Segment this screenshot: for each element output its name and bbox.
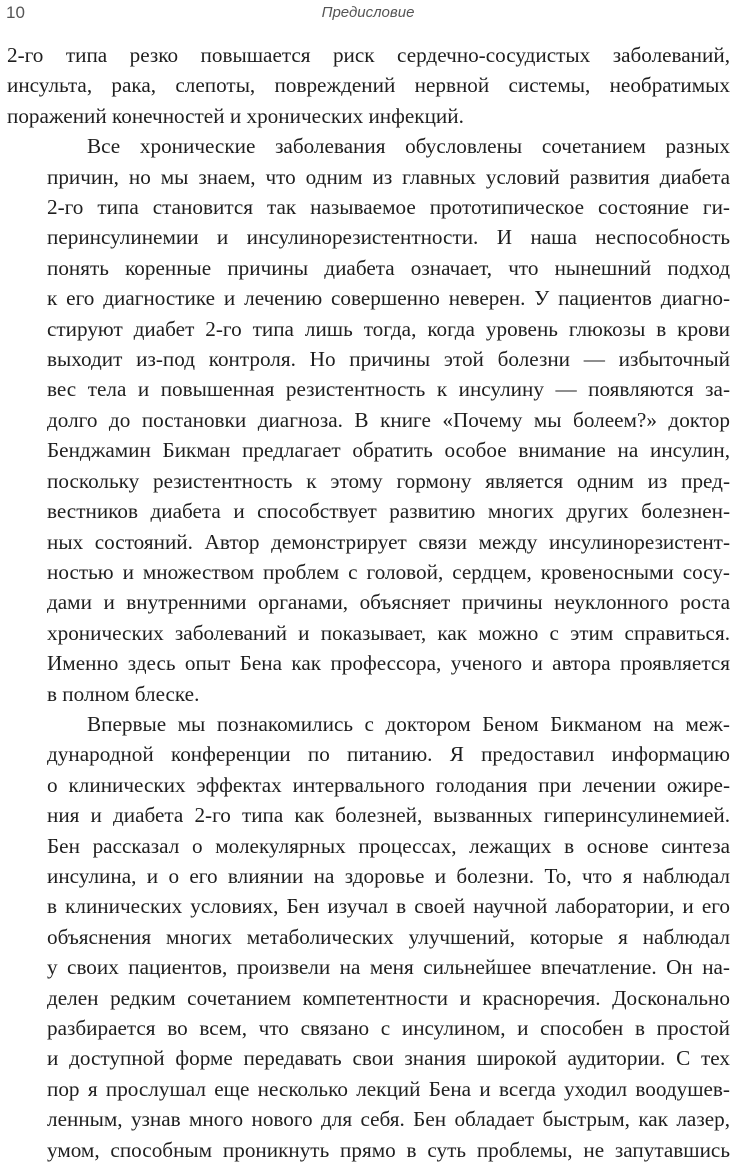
text-line: и доступной форме передавать свои знания широкой аудитории. С тех bbox=[47, 1046, 730, 1071]
text-line: выходит из-под контроля. Но причины этой болезни — избыточный bbox=[47, 347, 730, 372]
page-number: 10 bbox=[6, 3, 25, 22]
paragraph bbox=[7, 131, 730, 709]
text-line: вестников диабета и способствует развитию многих других болезнен- bbox=[47, 499, 730, 524]
text-line: поскольку резистентность к этому гормону является одним из пред- bbox=[47, 468, 730, 493]
text-line: Бенджамин Бикман предлагает обратить особое внимание на инсулин, bbox=[47, 438, 730, 463]
text-line: поражений конечностей и хронических инфекций. bbox=[7, 103, 464, 128]
section-title: Предисловие bbox=[321, 4, 415, 21]
text-line: хронических заболеваний и показывает, как можно с этим справиться. bbox=[47, 620, 730, 645]
text-line: инсулина, и о его влиянии на здоровье и болезни. То, что я наблюдал bbox=[47, 863, 730, 888]
text-line: ния и диабета 2-го типа как болезней, вызванных гиперинсулинемией. bbox=[47, 803, 730, 828]
text-line: 2-го типа резко повышается риск сердечно-сосудистых заболеваний, bbox=[7, 43, 730, 67]
text-line: дами и внутренними органами, объясняет причины неуклонного роста bbox=[47, 590, 730, 615]
text-line: объяснения многих метаболических улучшений, которые я наблюдал bbox=[47, 924, 730, 949]
text-line: дународной конференции по питанию. Я предоставил информацию bbox=[47, 742, 730, 767]
text-line: пор я прослушал еще несколько лекций Бена и всегда уходил воодушев- bbox=[47, 1076, 730, 1101]
body-text bbox=[7, 40, 730, 1165]
text-line: 2-го типа становится так называемое прототипическое состояние ги- bbox=[47, 195, 730, 220]
text-line: Впервые мы познакомились с доктором Беном Бикманом на меж- bbox=[87, 711, 730, 736]
text-line: стируют диабет 2-го типа лишь тогда, когда уровень глюкозы в крови bbox=[47, 316, 730, 341]
text-line: вес тела и повышенная резистентность к инсулину — появляются за- bbox=[47, 377, 730, 402]
text-line: понять коренные причины диабета означает, что нынешний подход bbox=[47, 255, 730, 280]
text-line: перинсулинемии и инсулинорезистентности. И наша неспособность bbox=[47, 225, 730, 250]
text-line: к его диагностике и лечению совершенно неверен. У пациентов диагно- bbox=[47, 286, 730, 311]
running-header bbox=[0, 2, 736, 24]
text-line: причин, но мы знаем, что одним из главных условий развития диабета bbox=[47, 164, 730, 189]
text-line: инсульта, рака, слепоты, повреждений нервной системы, необратимых bbox=[7, 73, 730, 98]
text-line: Именно здесь опыт Бена как профессора, ученого и автора проявляется bbox=[47, 651, 730, 676]
text-line: у своих пациентов, произвели на меня сильнейшее впечатление. Он на- bbox=[47, 955, 730, 980]
text-line: в полном блеске. bbox=[47, 681, 200, 706]
text-line: ностью и множеством проблем с головой, сердцем, кровеносными сосу- bbox=[47, 559, 730, 584]
text-line: о клинических эффектах интервального голодания при лечении ожире- bbox=[47, 772, 730, 797]
text-line: в клинических условиях, Бен изучал в своей научной лаборатории, и его bbox=[47, 894, 730, 919]
text-line: Все хронические заболевания обусловлены сочетанием разных bbox=[87, 134, 730, 159]
paragraph bbox=[7, 709, 730, 1165]
text-line: долго до постановки диагноза. В книге «Почему мы болеем?» доктор bbox=[47, 407, 730, 432]
paragraph bbox=[7, 40, 730, 131]
text-line: ных состояний. Автор демонстрирует связи между инсулинорезистент- bbox=[47, 529, 730, 554]
text-line: ленным, узнав много нового для себя. Бен обладает быстрым, как лазер, bbox=[47, 1107, 730, 1132]
text-line: умом, способным проникнуть прямо в суть проблемы, не запутавшись bbox=[47, 1137, 730, 1162]
text-line: Бен рассказал о молекулярных процессах, лежащих в основе синтеза bbox=[47, 833, 730, 858]
text-line: разбирается во всем, что связано с инсулином, и способен в простой bbox=[47, 1016, 730, 1040]
text-line: делен редким сочетанием компетентности и красноречия. Досконально bbox=[47, 985, 730, 1010]
